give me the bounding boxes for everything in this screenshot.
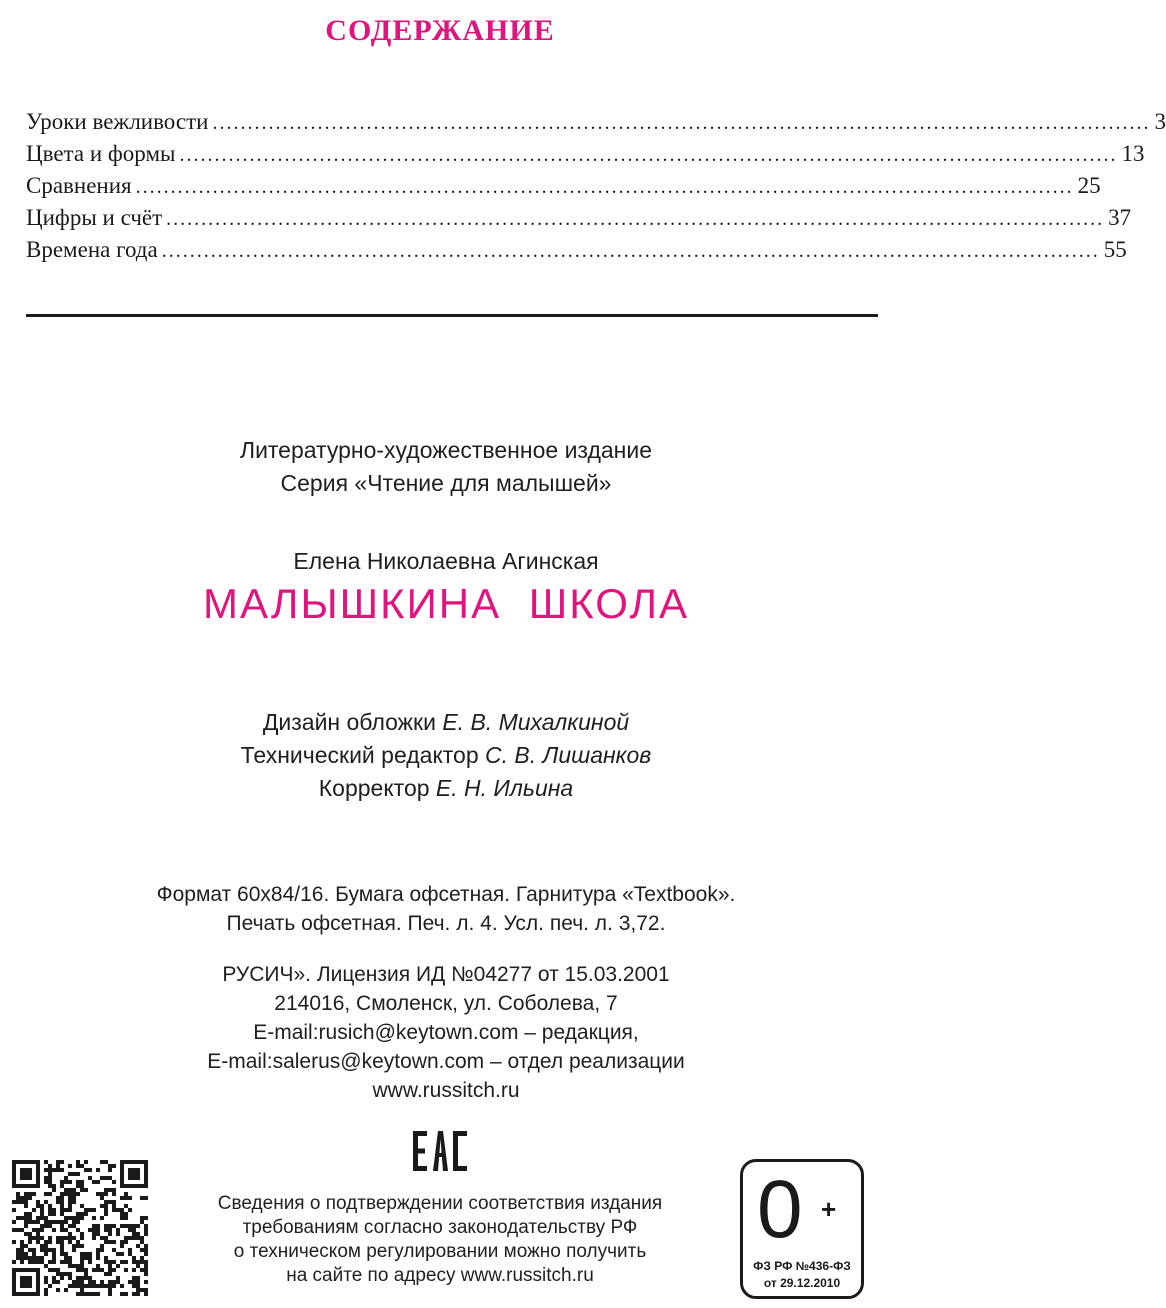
toc-item[interactable]: [26, 173, 1101, 205]
age-rating-value: 0: [757, 1164, 803, 1255]
toc-item[interactable]: [26, 237, 1127, 269]
credit-role: Корректор: [318, 775, 430, 801]
toc-item-page: 13: [1121, 141, 1145, 166]
credit-line: [0, 772, 892, 805]
format-line: Печать офсетная. Печ. л. 4. Усл. печ. л. 3,72.: [226, 912, 666, 935]
print-format-block: [0, 880, 892, 938]
age-rating-plus: +: [821, 1194, 837, 1224]
series-name: Серия «Чтение для малышей»: [280, 470, 612, 496]
toc-item-page: 37: [1108, 205, 1132, 230]
toc-item-title: Уроки вежливости: [26, 109, 209, 134]
credits-block: [0, 706, 892, 805]
table-of-contents: [26, 109, 1166, 269]
website-link[interactable]: www.russitch.ru: [372, 1079, 520, 1102]
age-law-reference: ФЗ РФ №436-ФЗ: [753, 1259, 851, 1273]
book-title: МАЛЫШКИНА ШКОЛА: [202, 580, 690, 627]
toc-heading: СОДЕРЖАНИЕ: [325, 14, 555, 47]
age-rating-badge: [740, 1159, 864, 1299]
credit-line: [0, 706, 892, 739]
toc-leader-dots: ......................................................................................................................................: [179, 144, 1118, 166]
sales-email[interactable]: E-mail:salerus@keytown.com – отдел реализации: [207, 1050, 685, 1073]
credit-role: Дизайн обложки: [262, 709, 436, 735]
toc-item-title: Цвета и формы: [26, 141, 176, 166]
notice-line: Сведения о подтверждении соответствия издания: [217, 1193, 663, 1214]
edition-type: Литературно-художественное издание: [239, 437, 653, 463]
publisher-address: 214016, Смоленск, ул. Соболева, 7: [274, 992, 618, 1015]
publisher-block: [0, 960, 892, 1105]
notice-line: на сайте по адресу www.russitch.ru: [286, 1265, 594, 1286]
toc-leader-dots: ......................................................................................................................................: [135, 176, 1074, 198]
toc-item-title: Сравнения: [26, 173, 132, 198]
eac-mark-icon: [413, 1131, 467, 1171]
toc-leader-dots: ......................................................................................................................................: [212, 112, 1151, 134]
publisher-license: РУСИЧ». Лицензия ИД №04277 от 15.03.2001: [222, 963, 670, 986]
toc-leader-dots: ......................................................................................................................................: [166, 208, 1105, 230]
credit-line: [0, 739, 892, 772]
credit-person: Е. В. Михалкиной: [442, 709, 630, 735]
toc-item-page: 3: [1154, 109, 1166, 134]
edition-info: [0, 434, 892, 500]
certification-notice: [170, 1192, 710, 1288]
toc-item-title: Времена года: [26, 237, 158, 262]
toc-item[interactable]: [26, 141, 1145, 173]
author-name: Елена Николаевна Агинская: [293, 548, 599, 574]
qr-code-icon[interactable]: [12, 1160, 148, 1296]
author-title-block: [0, 545, 892, 630]
editorial-email[interactable]: E-mail:rusich@keytown.com – редакция,: [253, 1021, 639, 1044]
toc-item-title: Цифры и счёт: [26, 205, 163, 230]
section-divider: [26, 314, 878, 317]
credit-person: Е. Н. Ильина: [435, 775, 574, 801]
age-law-date: от 29.12.2010: [763, 1276, 841, 1290]
format-line: Формат 60х84/16. Бумага офсетная. Гарнитура «Textbook».: [156, 883, 736, 906]
toc-item-page: 55: [1103, 237, 1127, 262]
credit-role: Технический редактор: [240, 742, 479, 768]
toc-item[interactable]: [26, 109, 1166, 141]
toc-item[interactable]: [26, 205, 1132, 237]
toc-leader-dots: ......................................................................................................................................: [161, 240, 1100, 262]
notice-line: требованиям согласно законодательству РФ: [242, 1217, 638, 1238]
notice-line: о техническом регулировании можно получить: [233, 1241, 647, 1262]
toc-item-page: 25: [1077, 173, 1101, 198]
credit-person: С. В. Лишанков: [485, 742, 652, 768]
